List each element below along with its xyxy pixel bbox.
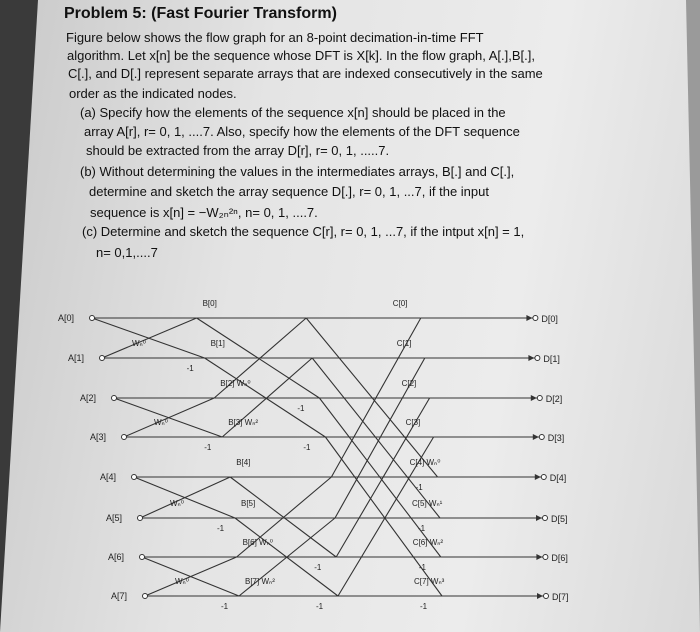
stage1-minus-one-0: -1 <box>186 364 194 373</box>
stage2-minus-one-2: -1 <box>297 404 305 413</box>
part-c-line-1: (c) Determine and sketch the sequence C[r], r= 0, 1, ...7, if the intput x[n] = 1, <box>82 224 525 239</box>
stage3-minus-one-4: -1 <box>415 483 423 492</box>
c-label-0: C[0] <box>392 299 408 308</box>
stage3-minus-one-7: -1 <box>420 602 428 611</box>
output-node-4 <box>541 475 546 480</box>
c-label-2: C[2] <box>401 379 417 388</box>
intro-line-4: order as the indicated nodes. <box>69 86 237 101</box>
input-label-3: A[3] <box>90 432 107 442</box>
edge-s1-b-2 <box>124 398 214 437</box>
output-label-3: D[3] <box>547 433 565 443</box>
output-node-6 <box>543 555 548 560</box>
input-node-1 <box>100 356 105 361</box>
output-arrow-3 <box>533 434 539 440</box>
stage2-minus-one-6: -1 <box>314 563 322 572</box>
input-label-6: A[6] <box>108 552 125 562</box>
stage1-minus-one-1: -1 <box>204 443 212 452</box>
output-arrow-6 <box>536 554 542 560</box>
stage1-twiddle-3: Wₙ⁰ <box>175 577 189 586</box>
stage1-twiddle-0: Wₙ⁰ <box>132 339 146 348</box>
output-label-2: D[2] <box>545 394 563 404</box>
input-node-4 <box>132 475 137 480</box>
c-label-4: C[4] Wₙ⁰ <box>409 458 441 467</box>
stage1-twiddle-2: Wₙ⁰ <box>170 499 184 508</box>
intro-line-2: algorithm. Let x[n] be the sequence whose DFT is X[k]. In the flow graph, A[.],B[.], <box>67 48 535 63</box>
c-label-6: C[6] Wₙ² <box>412 538 444 547</box>
b-label-6: B[6] Wₙ⁰ <box>242 538 274 547</box>
input-label-5: A[5] <box>106 513 123 523</box>
output-node-0 <box>533 316 538 321</box>
part-a-line-1: (a) Specify how the elements of the sequence x[n] should be placed in the <box>80 105 506 120</box>
output-node-7 <box>544 594 549 599</box>
c-label-5: C[5] Wₙ¹ <box>412 499 443 508</box>
stage3-minus-one-6: -1 <box>418 563 426 572</box>
output-node-1 <box>535 356 540 361</box>
stage2-minus-one-3: -1 <box>303 443 311 452</box>
flow-graph-labels <box>58 299 569 611</box>
output-arrow-5 <box>536 515 542 521</box>
problem-title: Problem 5: (Fast Fourier Transform) <box>64 5 337 22</box>
c-label-3: C[3] <box>405 418 421 427</box>
input-node-6 <box>140 555 145 560</box>
output-label-7: D[7] <box>552 592 569 602</box>
output-label-5: D[5] <box>551 514 568 524</box>
output-label-4: D[4] <box>549 473 567 483</box>
output-arrow-7 <box>537 593 543 599</box>
edge-s1-b-6 <box>145 557 237 596</box>
stage1-minus-one-3: -1 <box>221 602 229 611</box>
input-label-0: A[0] <box>58 313 75 323</box>
part-b-line-1: (b) Without determining the values in the intermediates arrays, B[.] and C[.], <box>80 164 515 179</box>
output-arrow-0 <box>526 315 532 321</box>
flow-graph-edges <box>92 318 546 596</box>
stage2-minus-one-7: -1 <box>316 602 324 611</box>
output-label-1: D[1] <box>543 354 560 364</box>
b-label-3: B[3] Wₙ² <box>228 418 259 427</box>
stage1-minus-one-2: -1 <box>217 524 225 533</box>
output-label-0: D[0] <box>541 314 558 324</box>
output-label-6: D[6] <box>551 553 568 563</box>
input-label-1: A[1] <box>68 353 85 363</box>
stage3-minus-one-5: -1 <box>418 524 426 533</box>
b-label-4: B[4] <box>236 458 251 467</box>
c-label-1: C[1] <box>396 339 412 348</box>
input-node-0 <box>90 316 95 321</box>
intro-line-3: C[.], and D[.] represent separate arrays that are indexed consecutively in the same <box>68 66 543 81</box>
c-label-7: C[7] Wₙ³ <box>414 577 445 586</box>
output-arrow-2 <box>531 395 537 401</box>
output-node-2 <box>537 396 542 401</box>
output-arrow-4 <box>535 474 541 480</box>
stage1-twiddle-1: Wₙ⁰ <box>154 418 168 427</box>
input-node-3 <box>122 435 127 440</box>
part-a-line-3: should be extracted from the array D[r], r= 0, 1, .....7. <box>86 143 390 158</box>
input-node-5 <box>138 516 143 521</box>
b-label-1: B[1] <box>210 339 225 348</box>
output-arrow-1 <box>528 355 534 361</box>
input-node-2 <box>112 396 117 401</box>
part-a-line-2: array A[r], r= 0, 1, ....7. Also, specify how the elements of the DFT sequence <box>84 124 520 139</box>
edge-s1-b-0 <box>102 318 197 358</box>
output-node-5 <box>543 516 548 521</box>
intro-line-1: Figure below shows the flow graph for an 8-point decimation-in-time FFT <box>66 30 484 45</box>
b-label-2: B[2] Wₙ⁰ <box>220 379 251 388</box>
b-label-0: B[0] <box>202 299 217 308</box>
part-c-line-2: n= 0,1,....7 <box>96 245 158 260</box>
part-b-line-2: determine and sketch the array sequence D[.], r= 0, 1, ...7, if the input <box>89 184 489 199</box>
input-label-2: A[2] <box>80 393 97 403</box>
input-node-7 <box>143 594 148 599</box>
edge-s3-a-1 <box>312 358 440 518</box>
b-label-5: B[5] <box>241 499 256 508</box>
output-node-3 <box>539 435 544 440</box>
input-label-4: A[4] <box>100 472 117 482</box>
part-b-line-3: sequence is x[n] = −W₂ₙ²ⁿ, n= 0, 1, ....7. <box>90 205 318 220</box>
b-label-7: B[7] Wₙ² <box>245 577 275 586</box>
input-label-7: A[7] <box>111 591 128 601</box>
edge-s1-b-4 <box>140 477 230 518</box>
